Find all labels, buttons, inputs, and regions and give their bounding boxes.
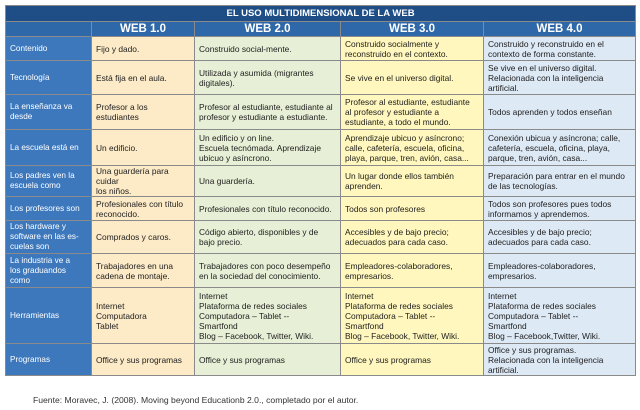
cell-web-3: Todos son profesores bbox=[341, 197, 484, 221]
cell-web-1: Fijo y dado. bbox=[92, 37, 195, 61]
comparison-table-container bbox=[5, 5, 635, 376]
cell-web-3: Aprendizaje ubicuo y asíncrono; calle, cafetería, escuela, oficina, playa, parque, tren, avión, casa... bbox=[341, 130, 484, 166]
table-row bbox=[6, 166, 636, 197]
row-label: Los profesores son bbox=[6, 197, 92, 221]
header-web-2: WEB 2.0 bbox=[195, 22, 341, 37]
cell-web-3: Profesor al estudiante, estudiante al profesor y estudiante a estudiante, a todo el mundo. bbox=[341, 95, 484, 130]
table-title: EL USO MULTIDIMENSIONAL DE LA WEB bbox=[6, 6, 636, 22]
cell-web-3: Un lugar donde ellos también aprenden. bbox=[341, 166, 484, 197]
row-label: La industria ve a los graduandos como bbox=[6, 254, 92, 288]
cell-web-3: Accesibles y de bajo precio; adecuados para cada caso. bbox=[341, 221, 484, 254]
cell-web-4: Conexión ubicua y asíncrona; calle, cafetería, escuela, oficina, playa, parque, tren, avión, casa... bbox=[484, 130, 636, 166]
table-row bbox=[6, 37, 636, 61]
table-row bbox=[6, 197, 636, 221]
cell-web-2: Profesor al estudiante, estudiante al profesor y estudiante a estudiante. bbox=[195, 95, 341, 130]
header-web-1: WEB 1.0 bbox=[92, 22, 195, 37]
cell-web-2: Una guardería. bbox=[195, 166, 341, 197]
source-caption: Fuente: Moravec, J. (2008). Moving beyond Educationb 2.0., completado por el autor. bbox=[33, 395, 359, 405]
cell-web-1: Profesionales con título reconocido. bbox=[92, 197, 195, 221]
cell-web-4: Accesibles y de bajo precio; adecuados para cada caso. bbox=[484, 221, 636, 254]
cell-web-3: Office y sus programas bbox=[341, 344, 484, 376]
cell-web-4: Todos aprenden y todos enseñan bbox=[484, 95, 636, 130]
row-label: Herramientas bbox=[6, 288, 92, 344]
cell-web-4: Todos son profesores pues todos informamos y aprendemos. bbox=[484, 197, 636, 221]
cell-web-1: Un edificio. bbox=[92, 130, 195, 166]
cell-web-4: Internet Plataforma de redes sociales Computadora – Tablet -- Smartfond Blog – Facebook,Twitter, Wiki. bbox=[484, 288, 636, 344]
cell-web-4: Construido y reconstruido en el contexto de forma constante. bbox=[484, 37, 636, 61]
cell-web-2: Construido social-mente. bbox=[195, 37, 341, 61]
row-label: Programas bbox=[6, 344, 92, 376]
web-comparison-table bbox=[5, 5, 636, 376]
header-corner bbox=[6, 22, 92, 37]
cell-web-2: Trabajadores con poco desempeño en la sociedad del conocimiento. bbox=[195, 254, 341, 288]
row-label: Los hardware y software en las es- cuelas son bbox=[6, 221, 92, 254]
cell-web-3: Empleadores-colaboradores, empresarios. bbox=[341, 254, 484, 288]
table-row bbox=[6, 344, 636, 376]
row-label: Tecnología bbox=[6, 61, 92, 95]
cell-web-4: Office y sus programas. Relacionada con la inteligencia artificial. bbox=[484, 344, 636, 376]
cell-web-2: Código abierto, disponibles y de bajo precio. bbox=[195, 221, 341, 254]
cell-web-3: Internet Plataforma de redes sociales Computadora – Tablet -- Smartfond Blog – Facebook, Twitter, Wiki. bbox=[341, 288, 484, 344]
cell-web-1: Internet Computadora Tablet bbox=[92, 288, 195, 344]
cell-web-1: Está fija en el aula. bbox=[92, 61, 195, 95]
table-row bbox=[6, 288, 636, 344]
cell-web-2: Internet Plataforma de redes sociales Computadora – Tablet -- Smartfond Blog – Facebook, Twitter, Wiki. bbox=[195, 288, 341, 344]
cell-web-1: Office y sus programas bbox=[92, 344, 195, 376]
cell-web-1: Una guardería para cuidar los niños. bbox=[92, 166, 195, 197]
cell-web-3: Se vive en el universo digital. bbox=[341, 61, 484, 95]
table-row bbox=[6, 61, 636, 95]
row-label: La enseñanza va desde bbox=[6, 95, 92, 130]
header-web-4: WEB 4.0 bbox=[484, 22, 636, 37]
row-label: Los padres ven la escuela como bbox=[6, 166, 92, 197]
cell-web-1: Profesor a los estudiantes bbox=[92, 95, 195, 130]
cell-web-2: Un edificio y on line. Escuela tecnómada. Aprendizaje ubicuo y asíncrono. bbox=[195, 130, 341, 166]
cell-web-4: Se vive en el universo digital. Relacionada con la inteligencia artificial. bbox=[484, 61, 636, 95]
table-row bbox=[6, 221, 636, 254]
table-row bbox=[6, 95, 636, 130]
cell-web-4: Empleadores-colaboradores, empresarios. bbox=[484, 254, 636, 288]
cell-web-2: Office y sus programas bbox=[195, 344, 341, 376]
table-row bbox=[6, 130, 636, 166]
cell-web-2: Utilizada y asumida (migrantes digitales). bbox=[195, 61, 341, 95]
row-label: La escuela está en bbox=[6, 130, 92, 166]
cell-web-4: Preparación para entrar en el mundo de las tecnologías. bbox=[484, 166, 636, 197]
cell-web-1: Trabajadores en una cadena de montaje. bbox=[92, 254, 195, 288]
header-web-3: WEB 3.0 bbox=[341, 22, 484, 37]
row-label: Contenido bbox=[6, 37, 92, 61]
cell-web-2: Profesionales con título reconocido. bbox=[195, 197, 341, 221]
cell-web-1: Comprados y caros. bbox=[92, 221, 195, 254]
table-row bbox=[6, 254, 636, 288]
cell-web-3: Construido socialmente y reconstruido en el contexto. bbox=[341, 37, 484, 61]
